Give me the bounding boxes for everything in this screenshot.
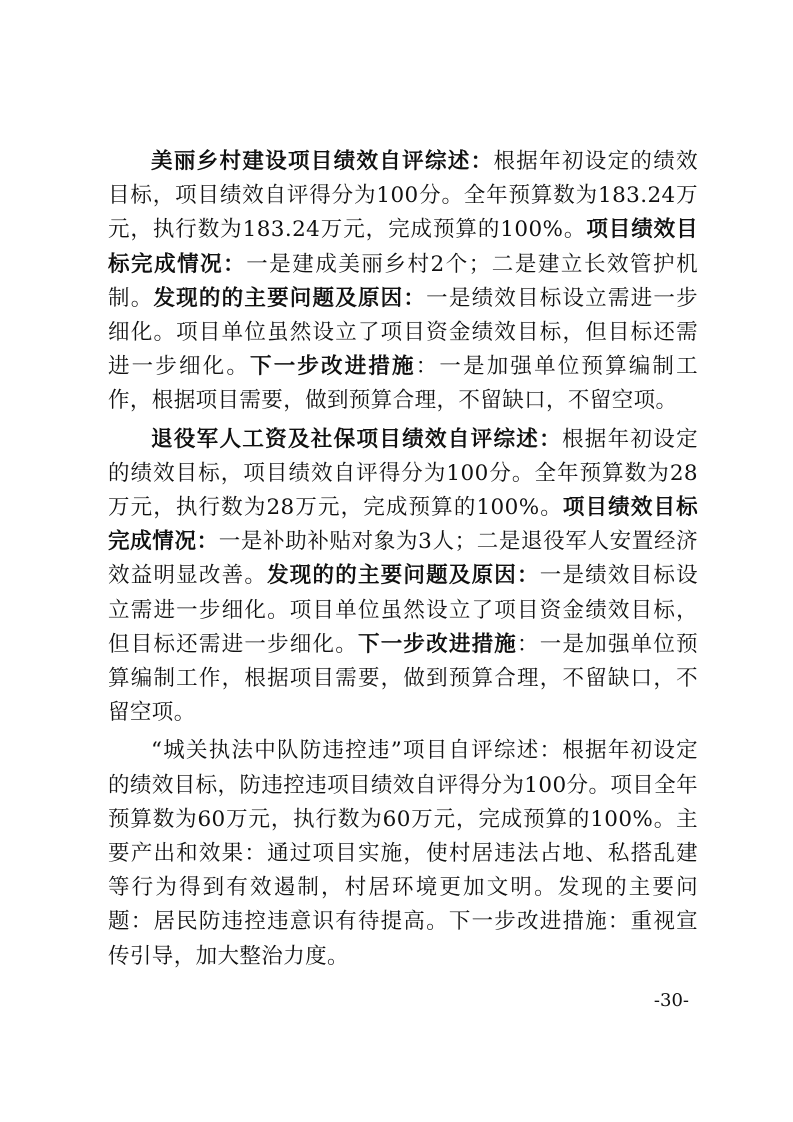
heading-goal-completion: 项目绩效目标完成情况： bbox=[108, 217, 698, 277]
heading-problems: 发现的的主要问题及原因： bbox=[153, 285, 427, 311]
text-segment: 根据年初设定的绩效目标，项目绩效自评得分为100分。全年预算数为183.24万元，执行数为183.24万元，完成预算的100%。 bbox=[108, 149, 698, 243]
text-segment: 根据年初设定的绩效目标，项目绩效自评得分为100分。全年预算数为28万元，执行数为28万元，完成预算的100%。 bbox=[108, 426, 699, 521]
text-segment: ：一是加强单位预算编制工作，根据项目需要，做到预算合理，不留缺口，不留空项。 bbox=[108, 354, 698, 414]
heading-improvement: 下一步改进措施 bbox=[357, 631, 518, 657]
text-segment: 一是绩效目标设立需进一步细化。项目单位虽然设立了项目资金绩效目标，但目标还需进一步细化。 bbox=[108, 563, 698, 657]
text-segment: ：一是加强单位预算编制工作，根据项目需要，做到预算合理，不留缺口，不留空项。 bbox=[108, 631, 699, 726]
heading-improvement: 下一步改进措施 bbox=[250, 354, 416, 380]
heading-problems: 发现的的主要问题及原因： bbox=[267, 563, 540, 589]
heading-tuiyi-junren: 退役军人工资及社保项目绩效自评综述： bbox=[151, 426, 562, 452]
paragraph-chengguan-zhifa bbox=[108, 734, 698, 973]
paragraph-meili-xiangcun bbox=[108, 145, 698, 419]
text-segment: 一是绩效目标设立需进一步细化。项目单位虽然设立了项目资金绩效目标，但目标还需进一步细化。 bbox=[108, 285, 698, 380]
heading-goal-completion: 项目绩效目标完成情况： bbox=[108, 495, 698, 555]
heading-meili-xiangcun: 美丽乡村建设项目绩效自评综述： bbox=[151, 149, 494, 174]
page-number: -30- bbox=[653, 990, 689, 1011]
text-segment: 一是建成美丽乡村2个；二是建立长效管护机制。 bbox=[108, 251, 698, 311]
text-segment: 一是补助补贴对象为3人；二是退役军人安置经济效益明显改善。 bbox=[108, 529, 698, 589]
document-body bbox=[108, 145, 698, 974]
text-segment: “城关执法中队防违控违”项目自评综述：根据年初设定的绩效目标，防违控违项目绩效自评得分为100分。项目全年预算数为60万元，执行数为60万元，完成预算的100%。主要产出和效果：通过项目实施，使村居违法占地、私搭乱建等行为得到有效遏制，村居环境更加文明。发现的主要问题：居民防违控违意识有待提高。下一步改进措施：重视宣传引导，加大整治力度。 bbox=[108, 738, 698, 969]
paragraph-tuiyi-junren bbox=[108, 423, 698, 731]
